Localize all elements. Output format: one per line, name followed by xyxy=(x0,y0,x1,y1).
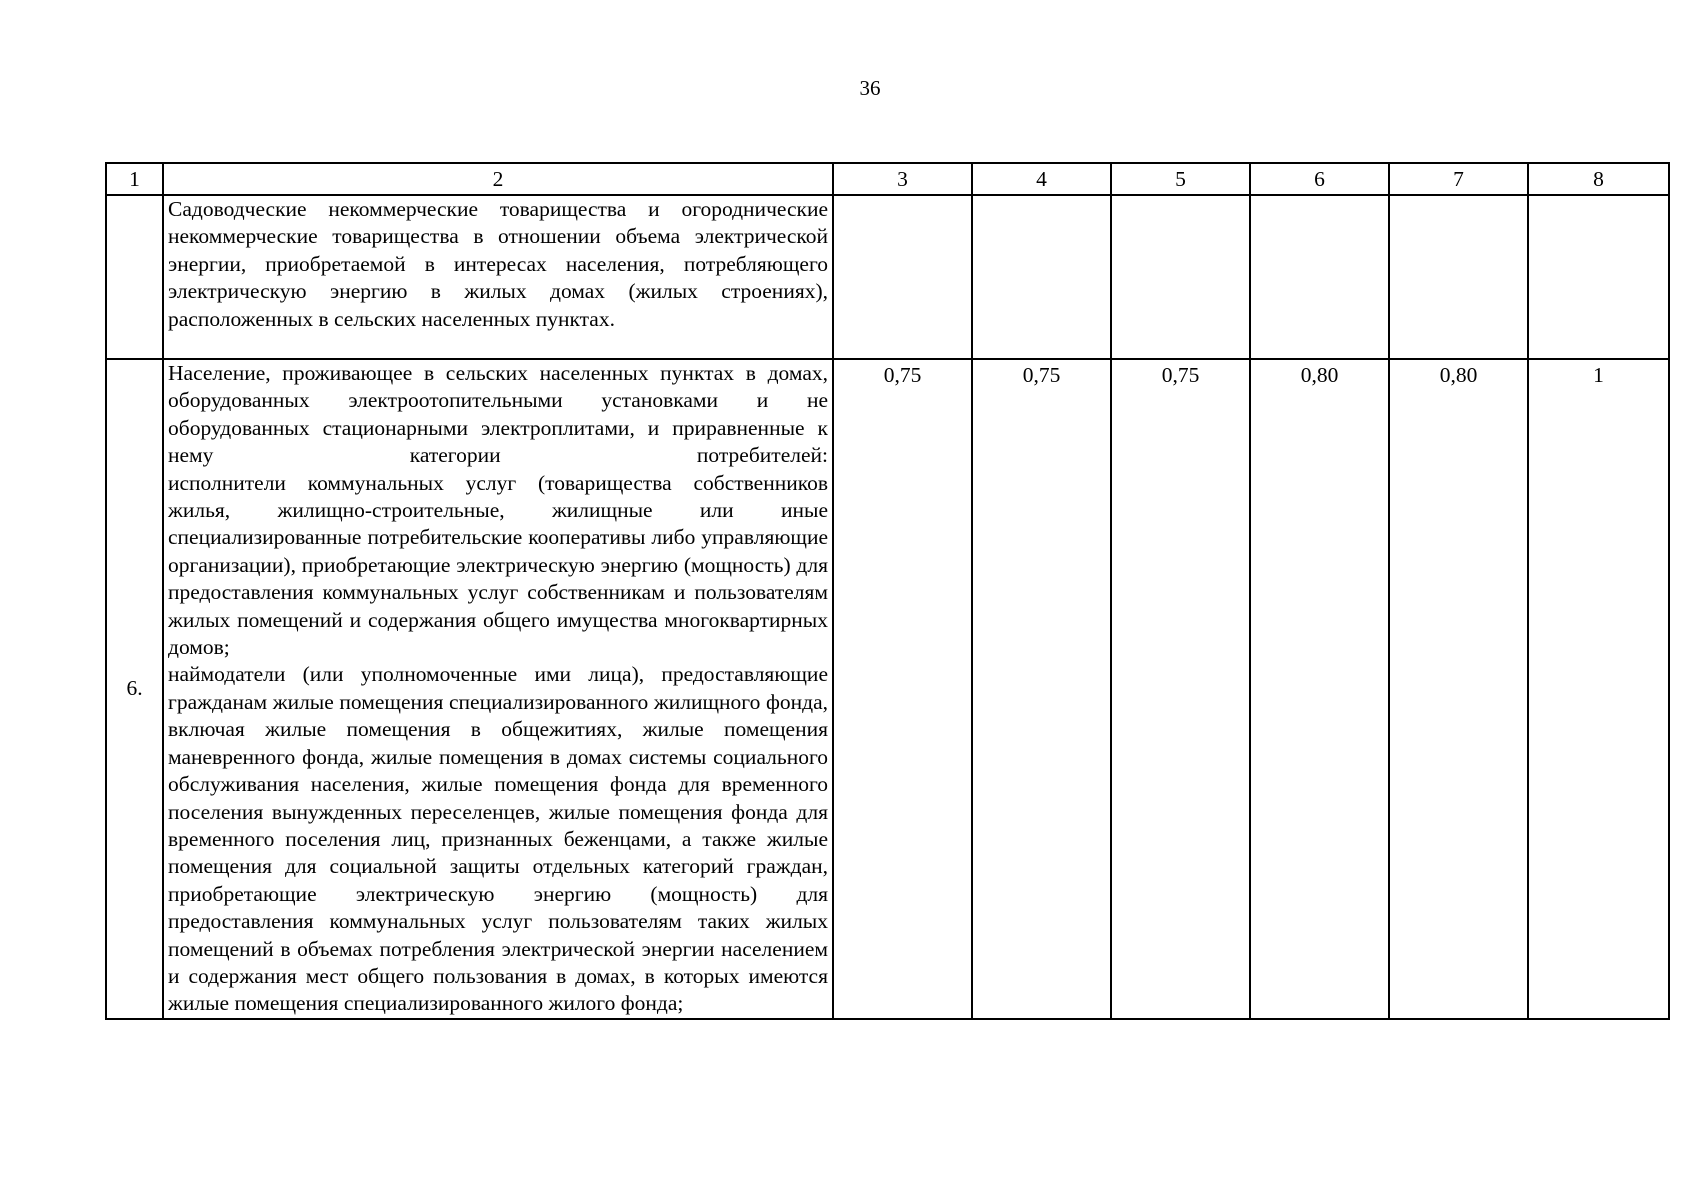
tariff-coefficients-table xyxy=(105,162,1670,1020)
description-paragraph: наймодатели (или уполномоченные ими лица), предоставляющие гражданам жилые помещения специализированного жилищного фонда, включая жилые помещения в общежитиях, жилые помещения маневренного фонда, жилые помещения в домах системы социального обслуживания населения, жилые помещения фонда для временного поселения вынужденных переселенцев, жилые помещения фонда для временного поселения лиц, признанных беженцами, а также жилые помещения для социальной защиты отдельных категорий граждан, приобретающие электрическую энергию (мощность) для предоставления коммунальных услуг пользователям таких жилых помещений в объемах потребления электрической энергии населением и содержания мест общего пользования в домах, в которых имеются жилые помещения специализированного жилого фонда; xyxy=(168,662,828,1016)
value-cell xyxy=(1528,195,1669,359)
value-cell: 0,80 xyxy=(1389,359,1528,1019)
header-cell: 8 xyxy=(1528,163,1669,195)
header-cell: 4 xyxy=(972,163,1111,195)
row-number-cell xyxy=(106,195,163,359)
value-cell: 1 xyxy=(1528,359,1669,1019)
row-description-cell xyxy=(163,195,833,359)
description-paragraph: исполнители коммунальных услуг (товарищества собственников жилья, жилищно-строительные, жилищные или иные специализированные потребительские кооперативы либо управляющие организации), приобретающие электрическую энергию (мощность) для предоставления коммунальных услуг собственникам и пользователям жилых помещений и содержания общего имущества многоквартирных домов; xyxy=(168,470,828,660)
header-cell: 6 xyxy=(1250,163,1389,195)
header-cell: 1 xyxy=(106,163,163,195)
description-paragraph: Садоводческие некоммерческие товарищества и огороднические некоммерческие товарищества в отношении объема электрической энергии, приобретаемой в интересах населения, потребляющего электрическую энергию в жилых домах (жилых строениях), расположенных в сельских населенных пунктах. xyxy=(168,197,828,331)
row-number-cell: 6. xyxy=(106,359,163,1019)
description-paragraph: Население, проживающее в сельских населенных пунктах в домах, оборудованных электроотопительными установками и не оборудованных стационарными электроплитами, и приравненные к нему категории потребителей: xyxy=(168,361,828,468)
header-cell: 2 xyxy=(163,163,833,195)
page-number: 36 xyxy=(859,76,881,100)
header-cell: 7 xyxy=(1389,163,1528,195)
value-cell: 0,75 xyxy=(1111,359,1250,1019)
value-cell xyxy=(1111,195,1250,359)
header-cell: 5 xyxy=(1111,163,1250,195)
value-cell xyxy=(833,195,972,359)
table-row xyxy=(106,195,1669,359)
value-cell xyxy=(1389,195,1528,359)
value-cell xyxy=(972,195,1111,359)
table-row xyxy=(106,359,1669,1019)
header-cell: 3 xyxy=(833,163,972,195)
value-cell xyxy=(1250,195,1389,359)
value-cell: 0,75 xyxy=(972,359,1111,1019)
value-cell: 0,75 xyxy=(833,359,972,1019)
table-header-row xyxy=(106,163,1669,195)
row-description-cell xyxy=(163,359,833,1019)
value-cell: 0,80 xyxy=(1250,359,1389,1019)
